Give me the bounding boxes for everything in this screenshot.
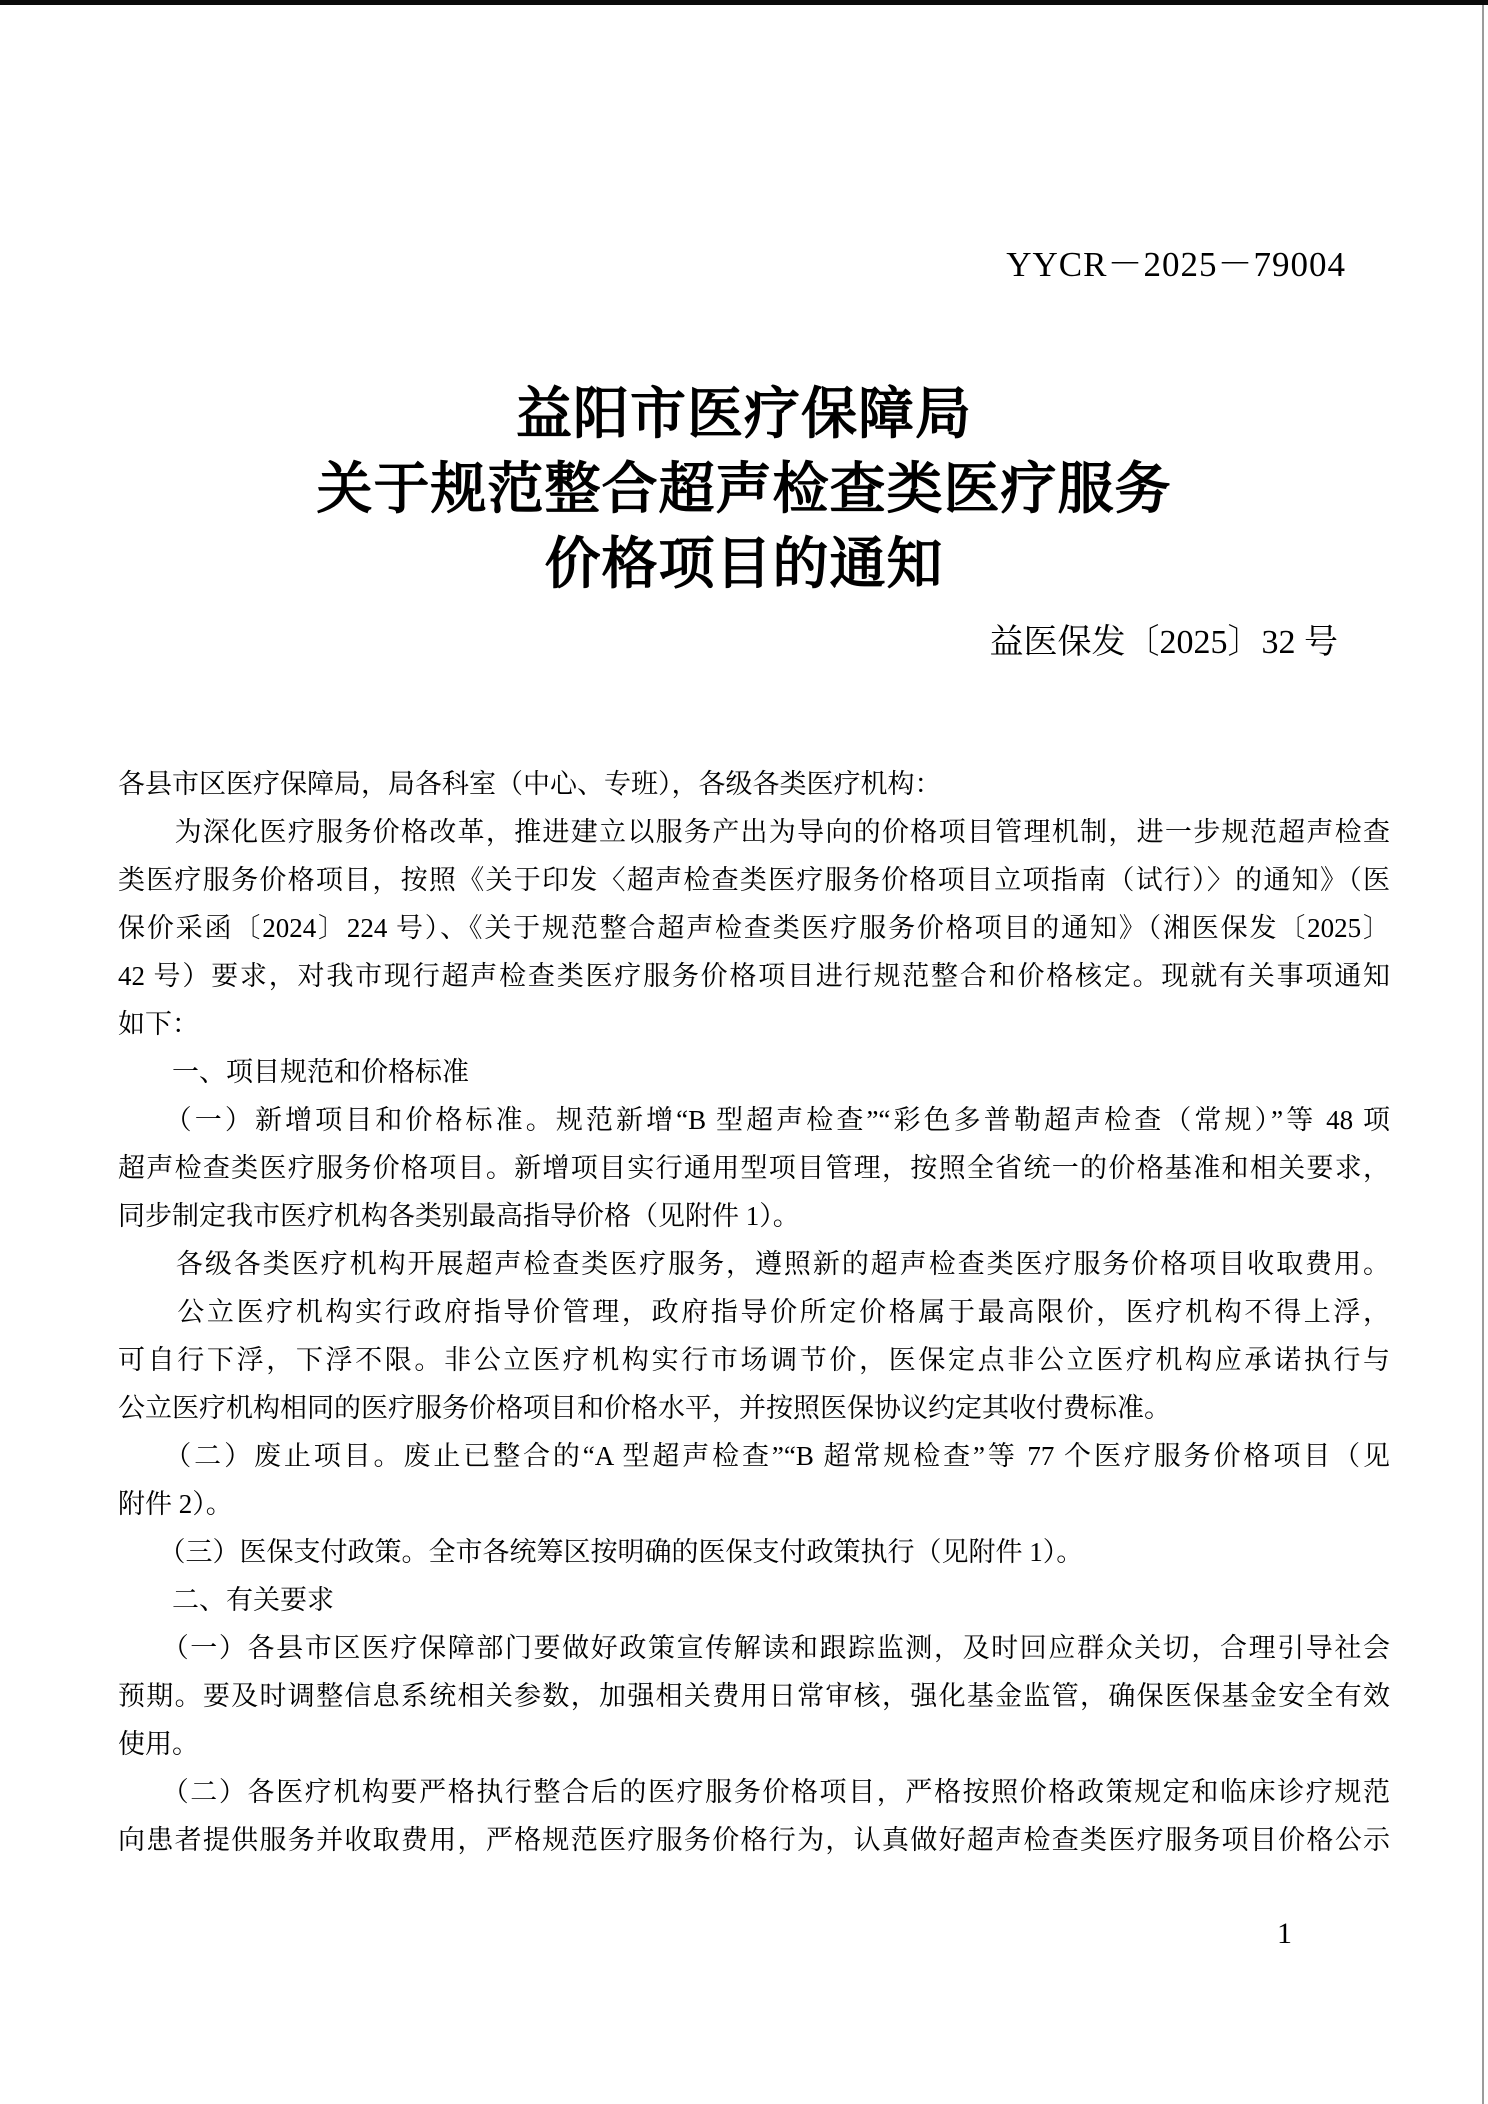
body-line: 一、项目规范和价格标准 [118,1057,469,1087]
body-line: 42 号）要求，对我市现行超声检查类医疗服务价格项目进行规范整合和价格核定。现就有关事项通知 [118,961,1390,991]
body-line: 保价采函〔2024〕224 号）、《关于规范整合超声检查类医疗服务价格项目的通知》（湘医保发〔2025〕 [118,913,1390,943]
title-line-1: 益阳市医疗保障局 [516,384,972,446]
top-border [0,0,1488,5]
body-line: （二）各医疗机构要严格执行整合后的医疗服务价格项目，严格按照价格政策规定和临床诊疗规范 [118,1777,1390,1807]
body-line: 向患者提供服务并收取费用，严格规范医疗服务价格行为，认真做好超声检查类医疗服务项目价格公示 [118,1825,1390,1855]
body-line: 如下： [118,1009,199,1039]
body-line: 各级各类医疗机构开展超声检查类医疗服务，遵照新的超声检查类医疗服务价格项目收取费用。 [118,1249,1390,1279]
body-line: 为深化医疗服务价格改革，推进建立以服务产出为导向的价格项目管理机制，进一步规范超声检查 [118,817,1390,847]
body-line: 使用。 [118,1729,199,1759]
body-line: （一）新增项目和价格标准。规范新增“B 型超声检查”“彩色多普勒超声检查（常规）”等 48 项 [118,1105,1390,1135]
document-body [118,760,1390,1864]
title-line-3: 价格项目的通知 [544,534,944,596]
body-line: 预期。要及时调整信息系统相关参数，加强相关费用日常审核，强化基金监管，确保医保基金安全有效 [118,1681,1390,1711]
right-border [1482,5,1484,2104]
body-line: 附件 2）。 [118,1489,233,1519]
body-line: （一）各县市区医疗保障部门要做好政策宣传解读和跟踪监测，及时回应群众关切，合理引导社会 [118,1633,1390,1663]
body-line: 公立医疗机构实行政府指导价管理，政府指导价所定价格属于最高限价，医疗机构不得上浮， [118,1297,1390,1327]
body-line: 可自行下浮，下浮不限。非公立医疗机构实行市场调节价，医保定点非公立医疗机构应承诺执行与 [118,1345,1390,1375]
body-line: 各县市区医疗保障局，局各科室（中心、专班），各级各类医疗机构： [118,769,942,799]
body-line: 公立医疗机构相同的医疗服务价格项目和价格水平，并按照医保协议约定其收付费标准。 [118,1393,1171,1423]
title-line-2: 关于规范整合超声检查类医疗服务 [316,459,1172,521]
body-line: 二、有关要求 [118,1585,334,1615]
body-line: （三）医保支付政策。全市各统筹区按明确的医保支付政策执行（见附件 1）。 [118,1537,1084,1567]
page-number: 1 [1277,1917,1292,1950]
document-title [0,378,1488,603]
doc-number: 益医保发〔2025〕32 号 [989,624,1338,661]
body-line: 类医疗服务价格项目，按照《关于印发〈超声检查类医疗服务价格项目立项指南（试行）〉的通知》（医 [118,865,1390,895]
body-line: 超声检查类医疗服务价格项目。新增项目实行通用型项目管理，按照全省统一的价格基准和相关要求， [118,1153,1390,1183]
doc-code: YYCR－2025－79004 [1006,245,1346,284]
body-line: （二）废止项目。废止已整合的“A 型超声检查”“B 超常规检查”等 77 个医疗服务价格项目（见 [118,1441,1390,1471]
body-line: 同步制定我市医疗机构各类别最高指导价格（见附件 1）。 [118,1201,800,1231]
